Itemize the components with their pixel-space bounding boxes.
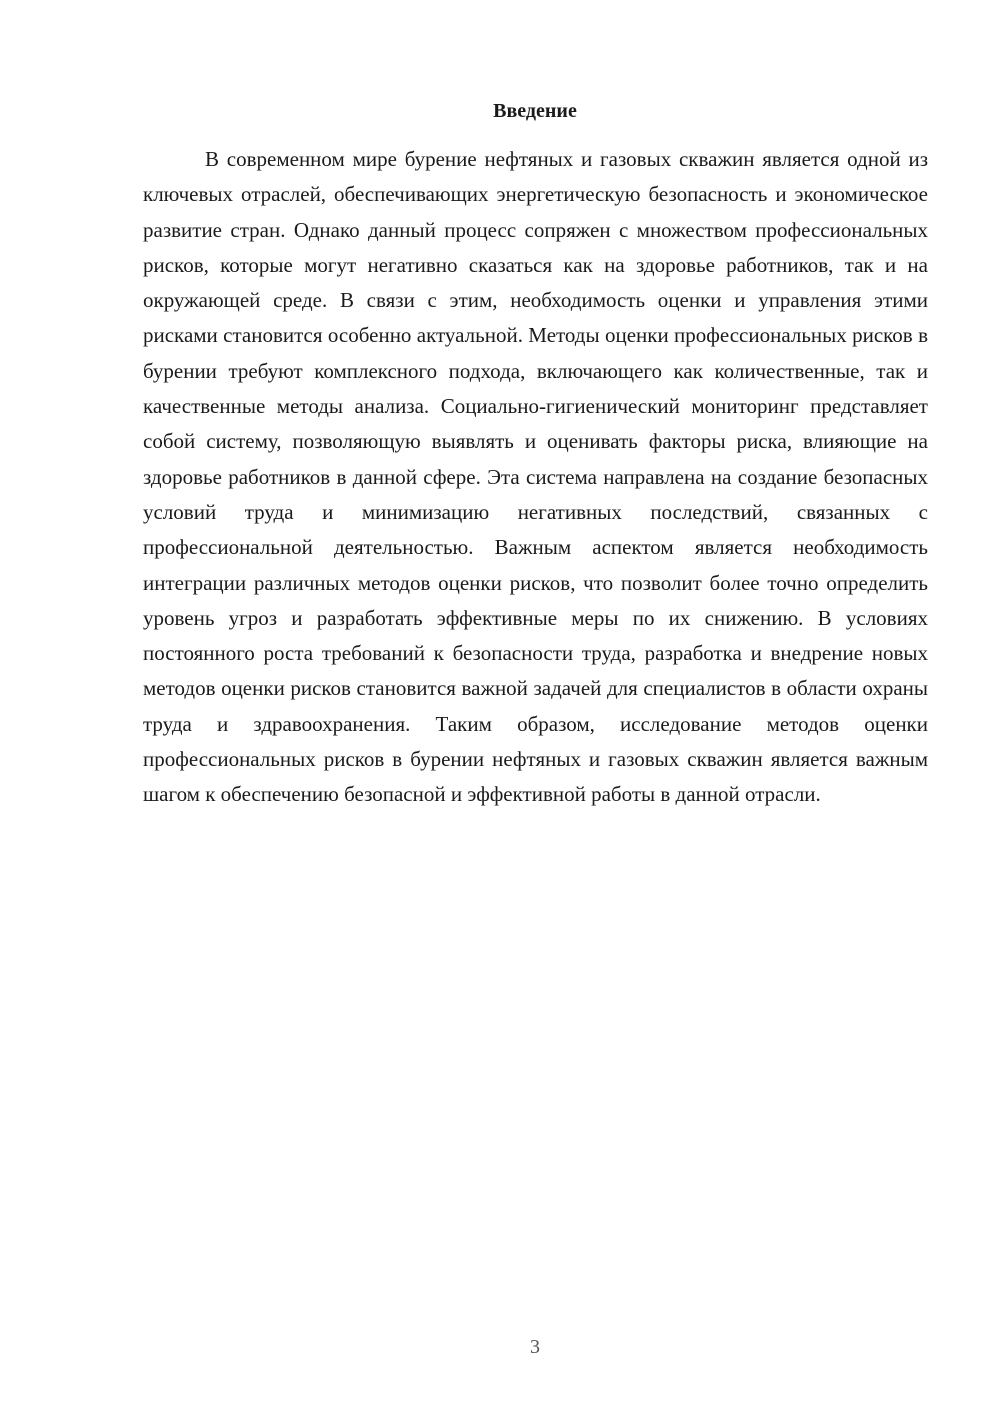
section-heading: Введение xyxy=(493,100,577,122)
page-number: 3 xyxy=(530,1336,540,1358)
body-paragraph: В современном мире бурение нефтяных и газовых скважин является одной из ключевых отраслей, обеспечивающих энергетическую безопасность и экономическое развитие стран. Однако данный процесс сопряжен с множеством профессиональных рисков, которые могут негативно сказаться как на здоровье работников, так и на окружающей среде. В связи с этим, необходимость оценки и управления этими рисками становится особенно актуальной. Методы оценки профессиональных рисков в бурении требуют комплексного подхода, включающего как количественные, так и качественные методы анализа. Социально-гигиенический мониторинг представляет собой систему, позволяющую выявлять и оценивать факторы риска, влияющие на здоровье работников в данной сфере. Эта система направлена на создание безопасных условий труда и минимизацию негативных последствий, связанных с профессиональной деятельностью. Важным аспектом является необходимость интеграции различных методов оценки рисков, что позволит более точно определить уровень угроз и разработать эффективные меры по их снижению. В условиях постоянного роста требований к безопасности труда, разработка и внедрение новых методов оценки рисков становится важной задачей для специалистов в области охраны труда и здравоохранения. Таким образом, исследование методов оценки профессиональных рисков в бурении нефтяных и газовых скважин является важным шагом к обеспечению безопасной и эффективной работы в данной отрасли. xyxy=(143,147,928,807)
